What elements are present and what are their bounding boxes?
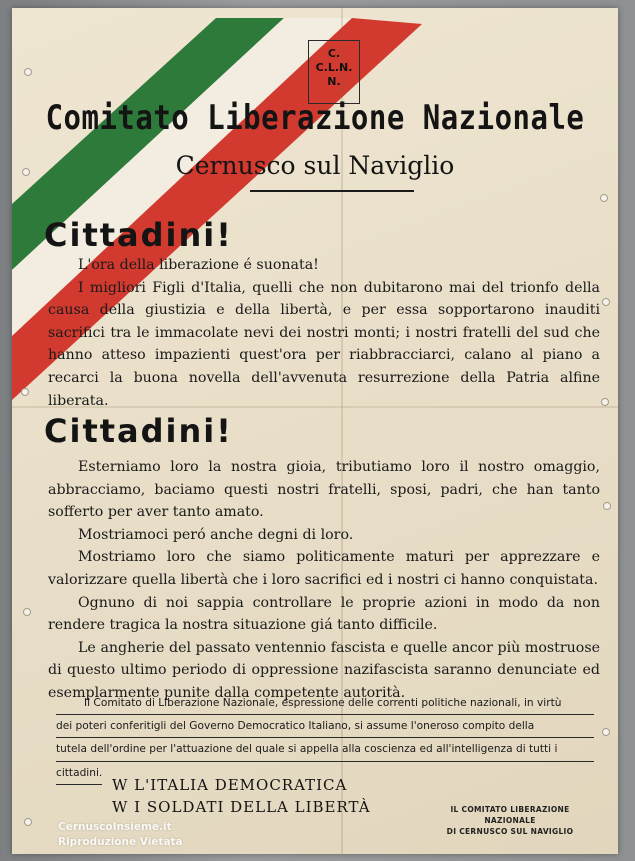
signature-line-1: IL COMITATO LIBERAZIONE NAZIONALE xyxy=(450,805,570,825)
section-2-body xyxy=(48,456,600,705)
committee-signature xyxy=(430,804,590,837)
notice-line: dei poteri conferitigli del Governo Democratico Italiano, si assume l'oneroso compito della xyxy=(56,715,594,738)
section-2-paragraph: Ognuno di noi sappia controllare le proprie azioni in modo da non rendere tragica la nostra situazione giá tanto difficile. xyxy=(48,594,600,634)
signature-line-2: DI CERNUSCO SUL NAVIGLIO xyxy=(446,827,574,836)
notice-line: Il Comitato di Liberazione Nazionale, espressione delle correnti politiche nazionali, in virtù xyxy=(56,692,594,715)
section-2-paragraph: Mostriamoci peró anche degni di loro. xyxy=(78,526,354,543)
watermark-line-2: Riproduzione Vietata xyxy=(58,836,183,848)
notice-line: tutela dell'ordine per l'attuazione del quale si appella alla coscienza ed all'intelligenza di tutti i xyxy=(56,738,594,761)
seal-line-2: C.L.N. xyxy=(315,61,353,74)
seal-line-1: C. xyxy=(327,47,341,60)
cln-seal-box xyxy=(308,40,360,104)
notice-line: cittadini. xyxy=(56,762,102,785)
section-2-paragraph: Mostriamo loro che siamo politicamente maturi per apprezzare e valorizzare quella libertà che i loro sacrifici ed i nostri ci hanno conquistata. xyxy=(48,549,600,588)
section-2-paragraph: Esterniamo loro la nostra gioia, tributiamo loro il nostro omaggio, abbracciamo, baciamo questi nostri fratelli, sposi, padri, che han tanto sofferto per aver tanto amato. xyxy=(48,459,600,521)
poster-title: Comitato Liberazione Nazionale xyxy=(45,96,585,138)
section-1-paragraph: I migliori Figli d'Italia, quelli che non dubitarono mai del trionfo della causa della giustizia e della libertà, e per essa sopportarono inauditi sacrifici tra le immacolate nevi dei nostri monti; i nostri fratelli del sud che hanno atteso impazienti quest'ora per riabbracciarci, calano al piano a recarci la buona novella dell'avvenuta resurrezione della Patria alfine liberata. xyxy=(48,279,600,409)
cheer-line-2: W I SOLDATI DELLA LIBERTÀ xyxy=(112,798,371,816)
seal-line-3: N. xyxy=(327,75,341,88)
section-1-heading: Cittadini! xyxy=(44,216,233,254)
section-2-paragraph: Le angherie del passato ventennio fascista e quelle ancor più mostruose di questo ultimo periodo di oppressione nazifascista saranno denunciate ed esemplarmente punite dalla competente autorità. xyxy=(48,639,600,701)
cln-notice xyxy=(56,692,594,785)
title-divider xyxy=(250,190,414,192)
section-2-heading: Cittadini! xyxy=(44,412,233,450)
poster-subtitle: Cernusco sul Naviglio xyxy=(175,151,455,180)
poster xyxy=(12,8,618,854)
cheer-line-1: W L'ITALIA DEMOCRATICA xyxy=(112,776,348,794)
closing-cheers xyxy=(112,774,371,818)
watermark-line-1: CernuscoInsieme.it xyxy=(58,821,172,833)
section-1-body xyxy=(48,254,600,412)
section-1-line: L'ora della liberazione é suonata! xyxy=(78,257,319,273)
watermark xyxy=(58,820,183,850)
